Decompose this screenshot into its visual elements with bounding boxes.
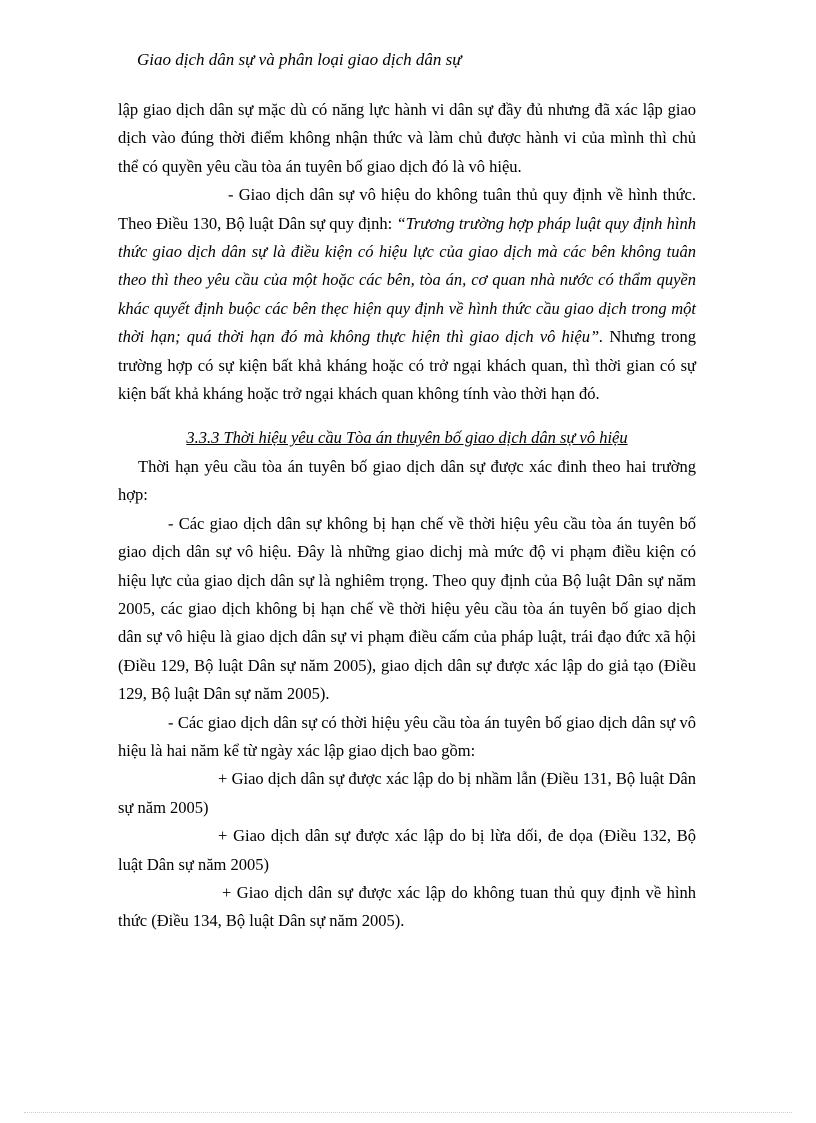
running-header: Giao dịch dân sự và phân loại giao dịch dân sự (137, 50, 462, 69)
section-heading: 3.3.3 Thời hiệu yêu cầu Tòa án thuyên bố giao dịch dân sự vô hiệu (186, 428, 628, 448)
paragraph-form-invalidity (118, 181, 696, 408)
footer-divider (24, 1112, 792, 1113)
list-item: + Giao dịch dân sự được xác lập do không tuan thủ quy định về hình thức (Điều 134, Bộ luật Dân sự năm 2005). (118, 882, 696, 931)
page-body (118, 96, 696, 936)
paragraph-two-year-limit: - Các giao dịch dân sự có thời hiệu yêu cầu tòa án tuyên bố giao dịch dân sự vô hiệu là hai năm kể từ ngày xác lập giao dịch bao gồm: (118, 712, 696, 760)
quoted-article-130: “Trương trường hợp pháp luật quy định hình thức giao dịch dân sự là điều kiện có hiệu lực của giao dịch mà các bên không tuân theo thì theo yêu cầu của một hoặc các bên, tòa án, cơ quan nhà nước có thẩm quyền khác quyết định buộc các bên thẹc hiện quy định về hình thức cầu giao dịch trong một thời hạn; quá thời hạn đó mà không thực hiện thì giao dịch vô hiệu”. (118, 213, 696, 347)
paragraph-intro: - Giao dịch dân sự vô hiệu do không tuân thủ quy định về hình thức. Theo Điều 130, Bộ luật Dân sự quy định: (118, 185, 696, 233)
paragraph-no-time-limit: - Các giao dịch dân sự không bị hạn chế về thời hiệu yêu cầu tòa án tuyên bố giao dịch dân sự vô hiệu. Đây là những giao dichj mà mức độ vi phạm điều kiện có hiệu lực của giao dịch dân sự là nghiêm trọng. Theo quy định của Bộ luật Dân sự năm 2005, các giao dịch không bị hạn chế về thời hiệu yêu cầu tòa án tuyên bố giao dịch dân sự vô hiệu là giao dịch dân sự vi phạm điều cấm của pháp luật, trái đạo đức xã hội (Điều 129, Bộ luật Dân sự năm 2005), giao dịch dân sự được xác lập do giả tạo (Điều 129, Bộ luật Dân sự năm 2005). (118, 513, 696, 704)
list-item: + Giao dịch dân sự được xác lập do bị nhầm lẫn (Điều 131, Bộ luật Dân sự năm 2005) (118, 769, 696, 817)
paragraph-tail: Nhưng trong trường hợp có sự kiện bất khả kháng hoặc có trở ngại khách quan, thì thời gian có sự kiện bất khả kháng hoặc trở ngại khách quan không tính vào thời hạn đó. (118, 327, 696, 404)
paragraph-continuation: lập giao dịch dân sự mặc dù có năng lực hành vi dân sự đầy đủ nhưng đã xác lập giao dịch vào đúng thời điểm không nhận thức và làm chủ được hành vi của mình thì chủ thể có quyền yêu cầu tòa án tuyên bố giao dịch đó là vô hiệu. (118, 100, 696, 176)
list-item: + Giao dịch dân sự được xác lập do bị lừa dối, đe dọa (Điều 132, Bộ luật Dân sự năm 2005) (118, 826, 696, 874)
paragraph-time-limit-intro: Thời hạn yêu cầu tòa án tuyên bố giao dịch dân sự được xác đinh theo hai trường hợp: (118, 456, 696, 505)
